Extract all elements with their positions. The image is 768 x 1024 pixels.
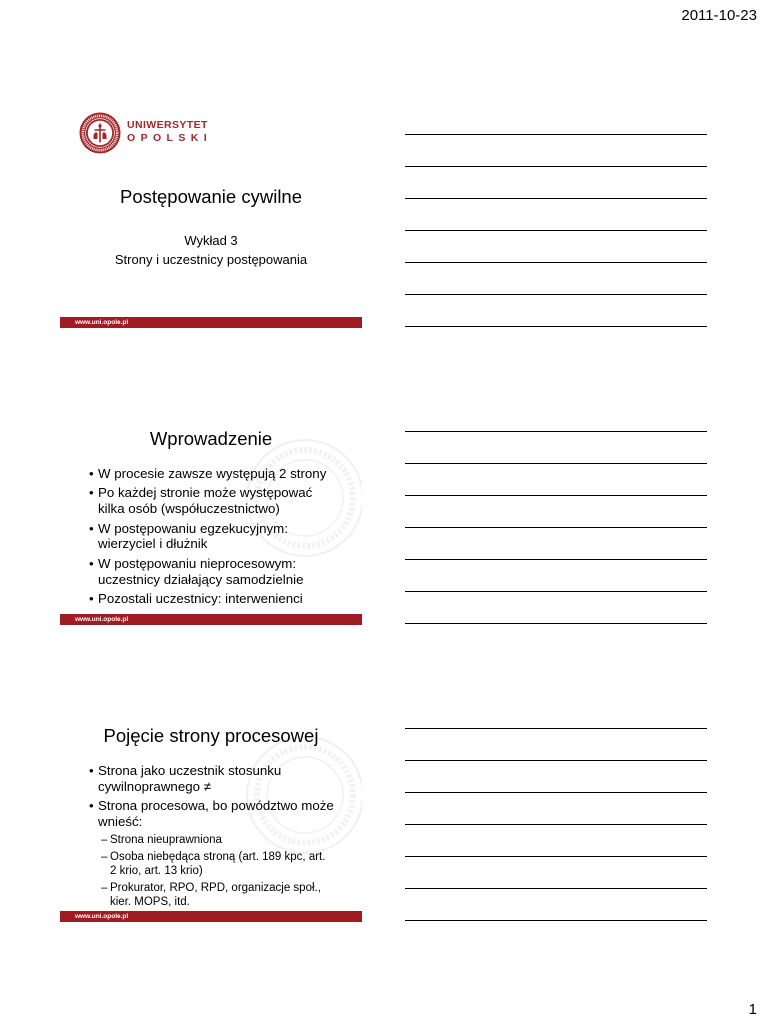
notes-area [405, 695, 707, 925]
bullet-text: W procesie zawsze występują 2 strony [98, 466, 327, 481]
page-number: 1 [748, 1001, 757, 1018]
bullet-item [89, 466, 326, 482]
slide-row-3 [0, 695, 768, 925]
note-line [405, 888, 707, 889]
bullet-item [89, 763, 334, 795]
note-line [405, 856, 707, 857]
sub-bullet-item [101, 850, 334, 878]
note-line [405, 623, 707, 624]
slide-subtitle [60, 231, 362, 269]
slide-row-2 [0, 398, 768, 628]
bullet-text: Strona jako uczestnik stosunku cywilnoprawnego ≠ [98, 763, 282, 794]
subtitle-line: Wykład 3 [184, 233, 238, 248]
note-line [405, 262, 707, 263]
bullet-marker: • [89, 798, 94, 814]
slide-footer-bar [60, 911, 362, 922]
note-line [405, 230, 707, 231]
slide-3 [60, 695, 362, 922]
note-line [405, 431, 707, 432]
slide-1 [60, 101, 362, 328]
slide-footer-bar [60, 317, 362, 328]
note-line [405, 728, 707, 729]
sub-bullet-text: Prokurator, RPO, RPD, organizacje społ., kier. MOPS, itd. [110, 881, 321, 908]
note-line [405, 326, 707, 327]
sub-bullet-item [101, 833, 334, 847]
university-seal-icon [79, 112, 121, 154]
bullet-list [89, 466, 326, 610]
bullet-text: Pozostali uczestnicy: interwenienci [98, 590, 303, 606]
footer-url: www.uni.opole.pl [75, 616, 129, 623]
note-line [405, 559, 707, 560]
bullet-item [89, 798, 334, 909]
slide-footer-bar [60, 614, 362, 625]
sub-bullet-marker: – [101, 833, 108, 846]
note-line [405, 294, 707, 295]
note-line [405, 198, 707, 199]
footer-url: www.uni.opole.pl [75, 319, 129, 326]
note-line [405, 591, 707, 592]
note-line [405, 824, 707, 825]
bullet-item [89, 591, 326, 607]
slide-2 [60, 398, 362, 625]
sub-bullet-item [101, 881, 334, 909]
sub-bullet-list [98, 833, 334, 909]
bullet-text: W postępowaniu egzekucyjnym: wierzyciel i dłużnik [98, 520, 288, 552]
bullet-text: Po każdej stronie może występować kilka osób (współuczestnictwo) [98, 485, 313, 517]
bullet-list [89, 763, 334, 912]
note-line [405, 166, 707, 167]
bullet-marker: • [89, 555, 94, 571]
slide-title: Pojęcie strony procesowej [103, 725, 319, 746]
bullet-marker: • [89, 520, 94, 536]
sub-bullet-text: Strona nieuprawniona [110, 833, 222, 846]
slide-row-1 [0, 101, 768, 331]
sub-bullet-marker: – [101, 881, 108, 894]
bullet-text: W postępowaniu nieprocesowym: uczestnicy działający samodzielnie [98, 555, 304, 587]
bullet-marker: • [89, 590, 94, 606]
bullet-marker: • [89, 485, 94, 501]
print-date: 2011-10-23 [681, 7, 757, 24]
sub-bullet-text: Osoba niebędąca stroną (art. 189 kpc, art. 2 krio, art. 13 krio) [110, 850, 326, 877]
slide-title: Postępowanie cywilne [119, 186, 303, 207]
note-line [405, 495, 707, 496]
note-line [405, 134, 707, 135]
slide-title: Wprowadzenie [149, 428, 273, 449]
bullet-item [89, 485, 326, 517]
bullet-marker: • [89, 466, 94, 481]
bullet-text: Strona procesowa, bo powództwo może wnieść: [98, 798, 334, 829]
sub-bullet-marker: – [101, 850, 108, 863]
note-line [405, 463, 707, 464]
bullet-item [89, 556, 326, 588]
bullet-marker: • [89, 763, 94, 778]
note-line [405, 527, 707, 528]
note-line [405, 920, 707, 921]
subtitle-line: Strony i uczestnicy postępowania [114, 252, 308, 267]
notes-area [405, 101, 707, 331]
logo-wordmark-line1: UNIWERSYTET [127, 118, 208, 131]
footer-url: www.uni.opole.pl [75, 913, 129, 920]
note-line [405, 760, 707, 761]
notes-area [405, 398, 707, 628]
note-line [405, 792, 707, 793]
logo-wordmark-line2: OPOLSKI [127, 131, 213, 144]
bullet-item [89, 521, 326, 553]
